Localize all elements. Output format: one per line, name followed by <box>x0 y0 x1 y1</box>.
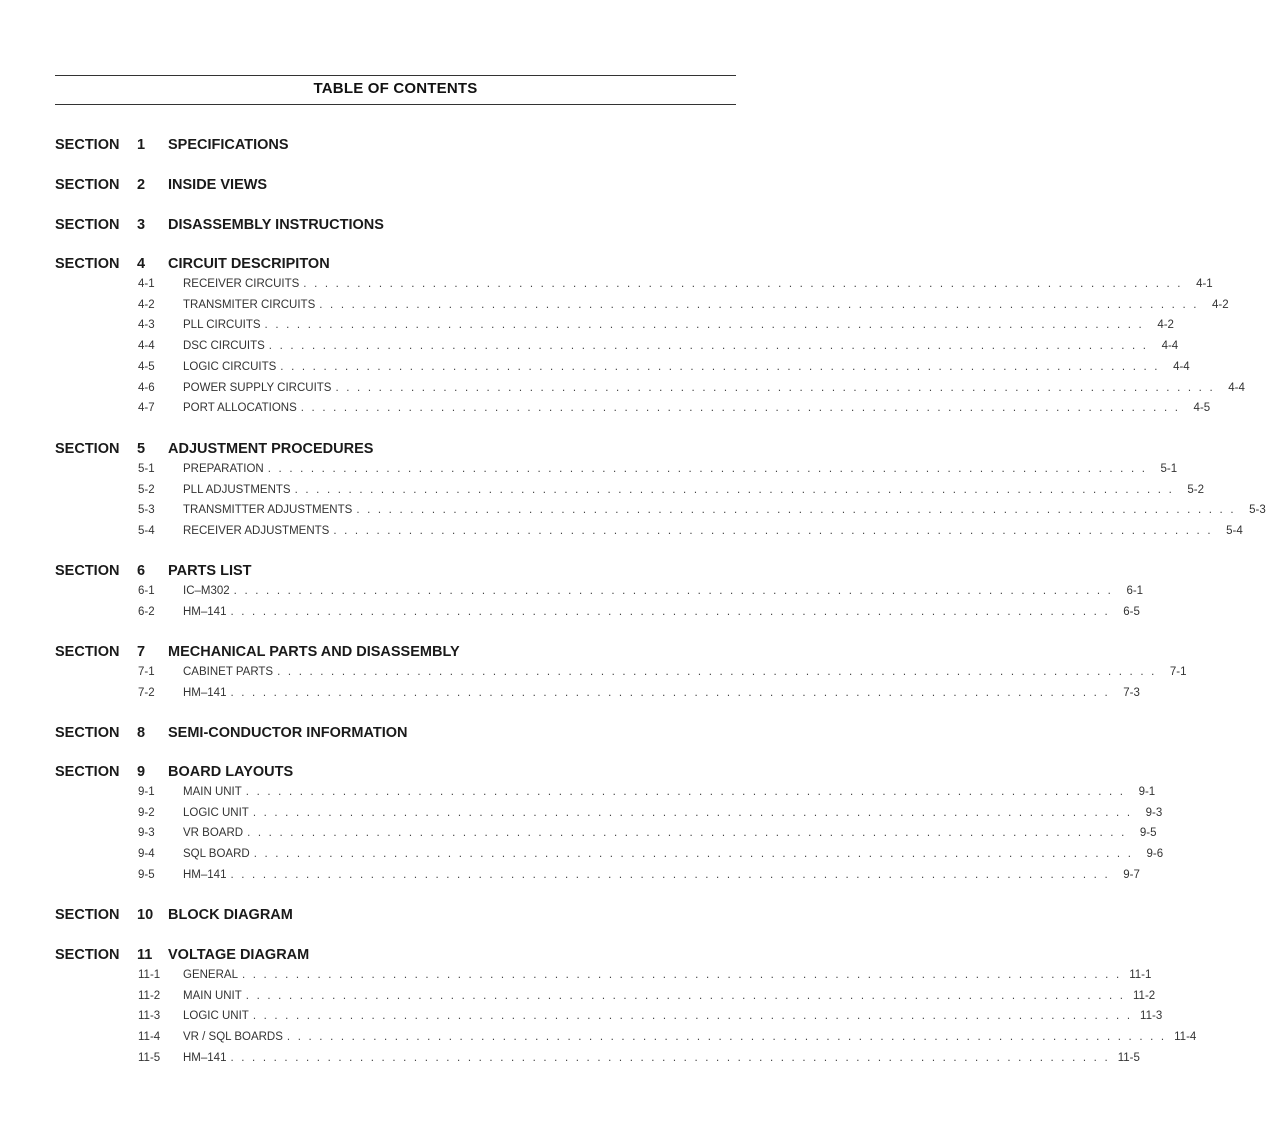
dot-leader: . . . . . . . . . . . . . . . . . . . . . . . . . . . . . . . . . . . . . . . . . . . . . . . . . . . . . . . . . . . . . . . . . . . . . . . . . . . . . . . . . . <box>286 1031 1167 1044</box>
dot-leader: . . . . . . . . . . . . . . . . . . . . . . . . . . . . . . . . . . . . . . . . . . . . . . . . . . . . . . . . . . . . . . . . . . . . . . . . . . . . . . . . . . <box>245 786 1126 798</box>
entry-line <box>183 686 1140 699</box>
section-heading[interactable] <box>0 137 793 157</box>
section-title: BOARD LAYOUTS <box>168 764 294 780</box>
page-title: TABLE OF CONTENTS <box>313 80 478 97</box>
entry-line <box>183 1031 1197 1044</box>
section-number: 3 <box>137 217 146 233</box>
entry-page-number: 4-4 <box>1173 360 1190 373</box>
entry-number: 5-3 <box>138 504 155 517</box>
toc-entry[interactable] <box>0 402 1211 418</box>
toc-entry[interactable] <box>0 381 1245 398</box>
entry-number: 11-4 <box>138 1031 161 1044</box>
section-word: SECTION <box>55 256 120 272</box>
toc-entry[interactable] <box>0 686 1140 703</box>
section-word: SECTION <box>55 764 120 780</box>
dot-leader: . . . . . . . . . . . . . . . . . . . . . . . . . . . . . . . . . . . . . . . . . . . . . . . . . . . . . . . . . . . . . . . . . . . . . . . . . . . . . . . . . . <box>294 483 1174 496</box>
entry-line <box>183 483 1204 496</box>
section-word: SECTION <box>55 137 120 153</box>
entry-line <box>183 381 1245 394</box>
entry-label: PORT ALLOCATIONS <box>183 402 297 415</box>
dot-leader: . . . . . . . . . . . . . . . . . . . . . . . . . . . . . . . . . . . . . . . . . . . . . . . . . . . . . . . . . . . . . . . . . . . . . . . . . . . . . . . . . . <box>252 806 1133 819</box>
entry-line <box>183 848 1164 861</box>
entry-number: 11-2 <box>138 989 161 1002</box>
section-title: PARTS LIST <box>168 563 252 579</box>
section-heading[interactable] <box>0 256 793 276</box>
dot-leader: . . . . . . . . . . . . . . . . . . . . . . . . . . . . . . . . . . . . . . . . . . . . . . . . . . . . . . . . . . . . . . . . . . . . . . . . . . . . . . . . . . <box>253 848 1134 861</box>
section-number: 9 <box>137 764 146 780</box>
entry-label: TRANSMITER CIRCUITS <box>183 298 316 311</box>
section-word: SECTION <box>55 947 120 963</box>
section-word: SECTION <box>55 177 120 193</box>
section-heading[interactable] <box>0 947 793 967</box>
entry-line <box>183 605 1140 618</box>
section-title: CIRCUIT DESCRIPITON <box>168 256 330 272</box>
entry-label: PLL ADJUSTMENTS <box>183 483 291 496</box>
entry-page-number: 7-1 <box>1169 666 1187 678</box>
entry-page-number: 11-2 <box>1133 989 1156 1002</box>
dot-leader: . . . . . . . . . . . . . . . . . . . . . . . . . . . . . . . . . . . . . . . . . . . . . . . . . . . . . . . . . . . . . . . . . . . . . . . . . . . . . . . . . . <box>241 969 1122 981</box>
entry-label: VR BOARD <box>183 827 244 840</box>
entry-page-number: 9-7 <box>1123 868 1140 881</box>
entry-page-number: 5-3 <box>1249 504 1266 517</box>
entry-label: PREPARATION <box>183 463 264 475</box>
toc-entry[interactable] <box>0 278 1213 294</box>
section-title: SPECIFICATIONS <box>168 137 289 153</box>
entry-line <box>183 989 1156 1002</box>
toc-entry[interactable] <box>0 1031 1197 1047</box>
section-number: 11 <box>137 947 153 963</box>
entry-line <box>183 827 1157 840</box>
section-number: 10 <box>137 907 154 923</box>
entry-number: 7-2 <box>138 686 155 699</box>
entry-page-number: 6-5 <box>1123 605 1140 618</box>
dot-leader: . . . . . . . . . . . . . . . . . . . . . . . . . . . . . . . . . . . . . . . . . . . . . . . . . . . . . . . . . . . . . . . . . . . . . . . . . . . . . . . . . . <box>280 360 1160 373</box>
entry-number: 4-5 <box>138 360 155 373</box>
entry-label: PLL CIRCUITS <box>183 319 261 332</box>
section-word: SECTION <box>55 563 120 579</box>
dot-leader: . . . . . . . . . . . . . . . . . . . . . . . . . . . . . . . . . . . . . . . . . . . . . . . . . . . . . . . . . . . . . . . . . . . . . . . . . . . . . . . . . . <box>319 298 1199 311</box>
entry-page-number: 4-2 <box>1212 298 1229 311</box>
toc-entry[interactable] <box>0 605 1140 622</box>
entry-line <box>183 806 1163 819</box>
dot-leader: . . . . . . . . . . . . . . . . . . . . . . . . . . . . . . . . . . . . . . . . . . . . . . . . . . . . . . . . . . . . . . . . . . . . . . . . . . . . . . . . . . <box>233 585 1114 597</box>
entry-label: HM–141 <box>183 868 227 881</box>
entry-number: 5-4 <box>138 525 155 538</box>
entry-line <box>183 1010 1163 1023</box>
toc-entry[interactable] <box>0 298 1229 315</box>
section-word: SECTION <box>55 441 120 457</box>
toc-entry[interactable] <box>0 463 1178 479</box>
section-title: INSIDE VIEWS <box>168 177 268 193</box>
entry-line <box>183 278 1213 290</box>
toc-entry[interactable] <box>0 483 1204 500</box>
entry-number: 4-1 <box>138 278 155 290</box>
entry-number: 9-4 <box>138 848 155 861</box>
entry-number: 5-1 <box>138 463 155 475</box>
entry-label: IC–M302 <box>183 585 230 597</box>
entry-number: 5-2 <box>138 483 155 496</box>
section-word: SECTION <box>55 907 120 923</box>
section-word: SECTION <box>55 644 120 660</box>
entry-page-number: 9-1 <box>1138 786 1156 798</box>
entry-number: 4-6 <box>138 381 155 394</box>
toc-entry[interactable] <box>0 319 1174 335</box>
toc-entry[interactable] <box>0 340 1179 356</box>
section-heading[interactable] <box>0 217 793 237</box>
entry-line <box>183 298 1229 311</box>
dot-leader: . . . . . . . . . . . . . . . . . . . . . . . . . . . . . . . . . . . . . . . . . . . . . . . . . . . . . . . . . . . . . . . . . . . . . . . . . . . . . . . . . . <box>230 868 1110 881</box>
entry-page-number: 5-4 <box>1226 525 1243 538</box>
dot-leader: . . . . . . . . . . . . . . . . . . . . . . . . . . . . . . . . . . . . . . . . . . . . . . . . . . . . . . . . . . . . . . . . . . . . . . . . . . . . . . . . . . <box>267 463 1148 475</box>
toc-entry[interactable] <box>0 989 1156 1006</box>
entry-line <box>183 585 1144 597</box>
entry-label: RECEIVER CIRCUITS <box>183 278 300 290</box>
section-title: DISASSEMBLY INSTRUCTIONS <box>168 217 384 233</box>
entry-page-number: 9-5 <box>1139 827 1157 840</box>
entry-label: HM–141 <box>183 1051 227 1064</box>
section-heading[interactable] <box>0 441 793 461</box>
entry-number: 6-1 <box>138 585 155 597</box>
section-title: MECHANICAL PARTS AND DISASSEMBLY <box>168 644 460 660</box>
section-heading[interactable] <box>0 644 793 664</box>
section-heading[interactable] <box>0 177 793 197</box>
entry-number: 9-5 <box>138 868 155 881</box>
entry-page-number: 11-3 <box>1140 1010 1163 1023</box>
entry-line <box>183 868 1140 881</box>
entry-page-number: 11-4 <box>1174 1031 1197 1044</box>
toc-entry[interactable] <box>0 360 1190 377</box>
entry-number: 7-1 <box>138 666 155 678</box>
section-number: 5 <box>137 441 146 457</box>
entry-page-number: 11-5 <box>1117 1051 1140 1064</box>
entry-page-number: 4-1 <box>1196 278 1213 290</box>
entry-line <box>183 525 1243 538</box>
dot-leader: . . . . . . . . . . . . . . . . . . . . . . . . . . . . . . . . . . . . . . . . . . . . . . . . . . . . . . . . . . . . . . . . . . . . . . . . . . . . . . . . . . <box>252 1010 1133 1023</box>
toc-entry[interactable] <box>0 1051 1140 1068</box>
entry-page-number: 6-1 <box>1126 585 1144 597</box>
entry-page-number: 7-3 <box>1123 686 1140 699</box>
entry-number: 9-2 <box>138 806 155 819</box>
entry-label: MAIN UNIT <box>183 989 242 1002</box>
section-title: VOLTAGE DIAGRAM <box>168 947 310 963</box>
entry-number: 4-7 <box>138 402 155 415</box>
section-title: BLOCK DIAGRAM <box>168 907 293 923</box>
entry-label: CABINET PARTS <box>183 666 274 678</box>
entry-label: VR / SQL BOARDS <box>183 1031 283 1044</box>
section-title: ADJUSTMENT PROCEDURES <box>168 441 374 457</box>
toc-entry[interactable] <box>0 585 1144 601</box>
dot-leader: . . . . . . . . . . . . . . . . . . . . . . . . . . . . . . . . . . . . . . . . . . . . . . . . . . . . . . . . . . . . . . . . . . . . . . . . . . . . . . . . . . <box>230 686 1110 699</box>
entry-label: LOGIC UNIT <box>183 806 249 819</box>
entry-label: TRANSMITTER ADJUSTMENTS <box>183 504 353 517</box>
entry-number: 11-5 <box>138 1051 161 1064</box>
entry-page-number: 4-2 <box>1157 319 1174 332</box>
entry-label: LOGIC CIRCUITS <box>183 360 277 373</box>
entry-page-number: 4-5 <box>1193 402 1211 415</box>
entry-label: POWER SUPPLY CIRCUITS <box>183 381 332 394</box>
entry-number: 11-3 <box>138 1010 161 1023</box>
entry-number: 6-2 <box>138 605 155 618</box>
entry-label: DSC CIRCUITS <box>183 340 265 353</box>
toc-entry[interactable] <box>0 666 1187 682</box>
section-number: 6 <box>137 563 146 579</box>
section-number: 2 <box>137 177 146 193</box>
entry-line <box>183 1051 1140 1064</box>
section-word: SECTION <box>55 725 120 741</box>
section-heading[interactable] <box>0 563 793 583</box>
toc-entry[interactable] <box>0 786 1156 802</box>
toc-entry[interactable] <box>0 1010 1163 1026</box>
entry-label: HM–141 <box>183 605 227 618</box>
toc-entry[interactable] <box>0 827 1157 843</box>
entry-label: GENERAL <box>183 969 238 981</box>
entry-page-number: 4-4 <box>1161 340 1179 353</box>
dot-leader: . . . . . . . . . . . . . . . . . . . . . . . . . . . . . . . . . . . . . . . . . . . . . . . . . . . . . . . . . . . . . . . . . . . . . . . . . . . . . . . . . . <box>264 319 1144 332</box>
entry-line <box>183 360 1190 373</box>
entry-number: 4-2 <box>138 298 155 311</box>
entry-page-number: 4-4 <box>1228 381 1245 394</box>
dot-leader: . . . . . . . . . . . . . . . . . . . . . . . . . . . . . . . . . . . . . . . . . . . . . . . . . . . . . . . . . . . . . . . . . . . . . . . . . . . . . . . . . . <box>268 340 1149 353</box>
entry-page-number: 11-1 <box>1129 969 1152 981</box>
toc-entry[interactable] <box>0 969 1152 985</box>
entry-page-number: 9-6 <box>1146 848 1164 861</box>
entry-line <box>183 340 1179 353</box>
dot-leader: . . . . . . . . . . . . . . . . . . . . . . . . . . . . . . . . . . . . . . . . . . . . . . . . . . . . . . . . . . . . . . . . . . . . . . . . . . . . . . . . . . <box>230 1051 1110 1064</box>
entry-line <box>183 463 1178 475</box>
entry-line <box>183 969 1152 981</box>
section-number: 4 <box>137 256 146 272</box>
section-heading[interactable] <box>0 907 793 927</box>
entry-number: 11-1 <box>138 969 161 981</box>
entry-label: RECEIVER ADJUSTMENTS <box>183 525 330 538</box>
dot-leader: . . . . . . . . . . . . . . . . . . . . . . . . . . . . . . . . . . . . . . . . . . . . . . . . . . . . . . . . . . . . . . . . . . . . . . . . . . . . . . . . . . <box>300 402 1181 415</box>
entry-label: SQL BOARD <box>183 848 250 861</box>
entry-label: LOGIC UNIT <box>183 1010 249 1023</box>
section-heading[interactable] <box>0 725 793 745</box>
entry-page-number: 5-1 <box>1160 463 1178 475</box>
entry-line <box>183 786 1156 798</box>
toc-entry[interactable] <box>0 806 1163 823</box>
toc-entry[interactable] <box>0 868 1140 885</box>
section-number: 8 <box>137 725 146 741</box>
dot-leader: . . . . . . . . . . . . . . . . . . . . . . . . . . . . . . . . . . . . . . . . . . . . . . . . . . . . . . . . . . . . . . . . . . . . . . . . . . . . . . . . . . <box>356 504 1236 517</box>
dot-leader: . . . . . . . . . . . . . . . . . . . . . . . . . . . . . . . . . . . . . . . . . . . . . . . . . . . . . . . . . . . . . . . . . . . . . . . . . . . . . . . . . . <box>303 278 1183 290</box>
entry-line <box>183 319 1174 332</box>
toc-entry[interactable] <box>0 848 1164 864</box>
dot-leader: . . . . . . . . . . . . . . . . . . . . . . . . . . . . . . . . . . . . . . . . . . . . . . . . . . . . . . . . . . . . . . . . . . . . . . . . . . . . . . . . . . <box>333 525 1213 538</box>
entry-line <box>183 666 1187 678</box>
toc-entry[interactable] <box>0 525 1243 541</box>
entry-line <box>183 504 1266 517</box>
dot-leader: . . . . . . . . . . . . . . . . . . . . . . . . . . . . . . . . . . . . . . . . . . . . . . . . . . . . . . . . . . . . . . . . . . . . . . . . . . . . . . . . . . <box>247 827 1127 840</box>
entry-label: MAIN UNIT <box>183 786 242 798</box>
section-heading[interactable] <box>0 764 793 784</box>
entry-line <box>183 402 1211 415</box>
dot-leader: . . . . . . . . . . . . . . . . . . . . . . . . . . . . . . . . . . . . . . . . . . . . . . . . . . . . . . . . . . . . . . . . . . . . . . . . . . . . . . . . . . <box>335 381 1215 394</box>
entry-label: HM–141 <box>183 686 227 699</box>
section-title: SEMI-CONDUCTOR INFORMATION <box>168 725 408 741</box>
entry-number: 4-3 <box>138 319 155 332</box>
entry-page-number: 9-3 <box>1145 806 1163 819</box>
dot-leader: . . . . . . . . . . . . . . . . . . . . . . . . . . . . . . . . . . . . . . . . . . . . . . . . . . . . . . . . . . . . . . . . . . . . . . . . . . . . . . . . . . <box>245 989 1126 1002</box>
entry-number: 9-1 <box>138 786 155 798</box>
section-number: 1 <box>137 137 146 153</box>
toc-entry[interactable] <box>0 504 1266 520</box>
section-number: 7 <box>137 644 146 660</box>
dot-leader: . . . . . . . . . . . . . . . . . . . . . . . . . . . . . . . . . . . . . . . . . . . . . . . . . . . . . . . . . . . . . . . . . . . . . . . . . . . . . . . . . . <box>277 666 1157 678</box>
entry-page-number: 5-2 <box>1187 483 1204 496</box>
entry-number: 9-3 <box>138 827 155 840</box>
entry-number: 4-4 <box>138 340 155 353</box>
section-word: SECTION <box>55 217 120 233</box>
dot-leader: . . . . . . . . . . . . . . . . . . . . . . . . . . . . . . . . . . . . . . . . . . . . . . . . . . . . . . . . . . . . . . . . . . . . . . . . . . . . . . . . . . <box>230 605 1110 618</box>
